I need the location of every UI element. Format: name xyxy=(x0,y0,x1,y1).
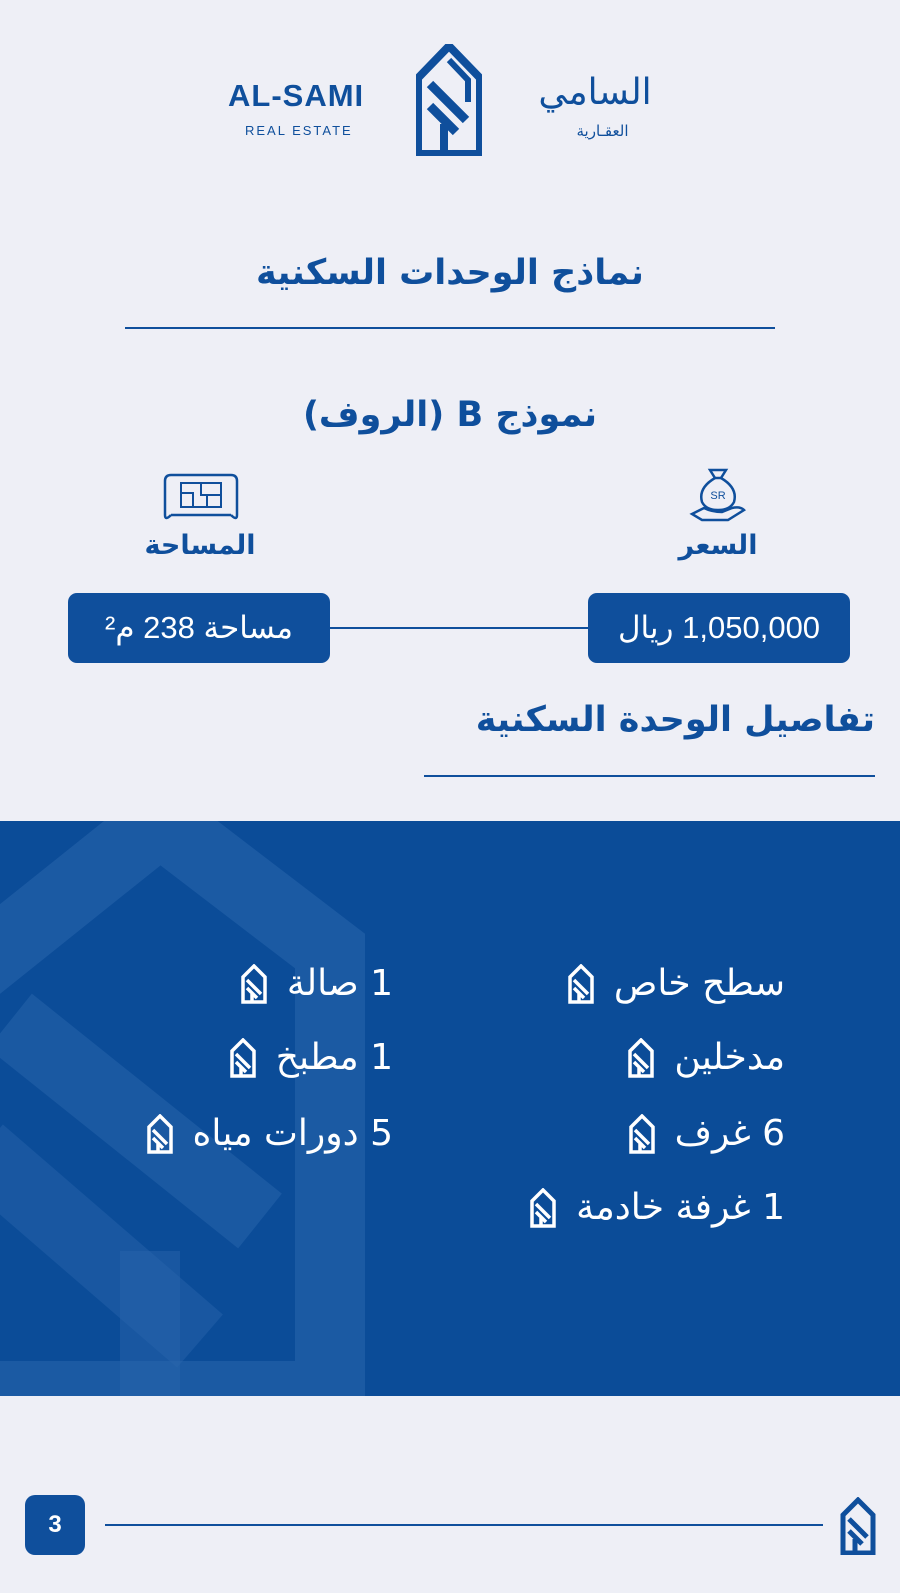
building-bullet-icon xyxy=(230,1038,256,1078)
feature-text: مدخلين xyxy=(674,1037,785,1078)
feature-text: 1 مطبخ xyxy=(275,1037,393,1078)
area-value-pill: مساحة 238 م² xyxy=(68,593,330,663)
page-number-badge: 3 xyxy=(25,1495,85,1555)
features-panel xyxy=(0,821,900,1396)
brand-name-english: AL-SAMI xyxy=(228,78,365,113)
svg-text:SR: SR xyxy=(710,490,726,502)
feature-item xyxy=(530,1187,785,1228)
feature-text: 1 غرفة خادمة xyxy=(576,1187,785,1228)
building-bullet-icon xyxy=(568,964,594,1004)
price-value-pill: 1,050,000 ريال xyxy=(588,593,850,663)
model-title: نموذج B (الروف) xyxy=(302,395,598,435)
brand-tagline-english: REAL ESTATE xyxy=(245,123,353,138)
feature-item xyxy=(147,1113,393,1154)
page-title: نماذج الوحدات السكنية xyxy=(256,253,644,293)
building-bullet-icon xyxy=(241,964,267,1004)
money-bag-hand-icon xyxy=(688,464,748,524)
building-bullet-icon xyxy=(530,1188,556,1228)
floor-plan-icon xyxy=(163,469,239,521)
building-bullet-icon xyxy=(628,1038,654,1078)
details-heading: تفاصيل الوحدة السكنية xyxy=(475,700,875,740)
feature-item xyxy=(230,1037,393,1078)
price-label: السعر xyxy=(678,530,758,561)
feature-text: 6 غرف xyxy=(674,1113,785,1154)
feature-text: سطح خاص xyxy=(613,963,785,1004)
feature-text: 5 دورات مياه xyxy=(192,1113,393,1154)
details-divider xyxy=(424,775,875,777)
background-logo-watermark xyxy=(0,821,420,1396)
building-bullet-icon xyxy=(629,1114,655,1154)
feature-item xyxy=(568,963,785,1004)
feature-item xyxy=(628,1037,785,1078)
area-label: المساحة xyxy=(144,530,256,561)
footer-divider xyxy=(105,1524,823,1526)
brand-tagline-arabic: العقـارية xyxy=(576,122,629,140)
building-bullet-icon xyxy=(147,1114,173,1154)
footer-logo-icon xyxy=(840,1497,876,1555)
heading-divider xyxy=(125,327,775,329)
feature-item xyxy=(629,1113,785,1154)
brand-logo-icon xyxy=(416,44,482,156)
feature-item xyxy=(241,963,393,1004)
pill-connector-line xyxy=(330,627,590,629)
brand-name-arabic: السامي xyxy=(538,72,652,113)
feature-text: 1 صالة xyxy=(286,963,393,1004)
